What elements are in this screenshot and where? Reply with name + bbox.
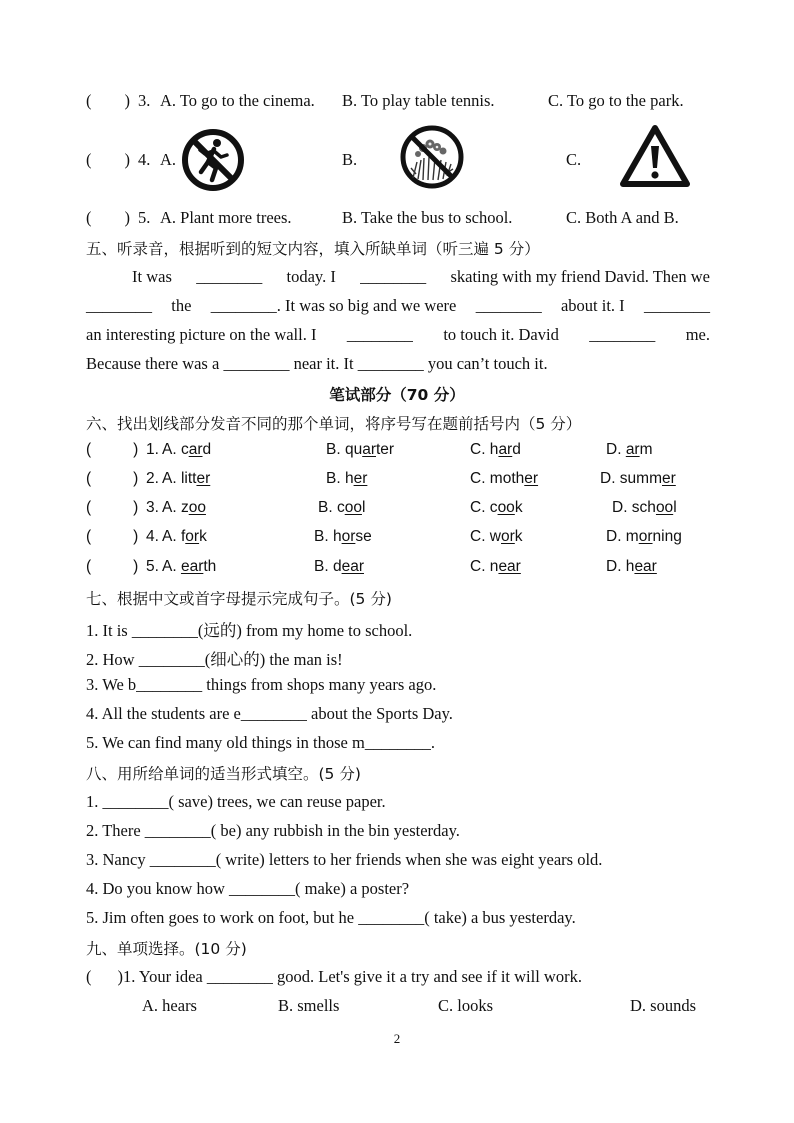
- pronunciation-option: A. fork: [162, 528, 207, 545]
- answer-paren-open: (: [86, 470, 92, 487]
- underlined-letters: or: [185, 528, 200, 545]
- underlined-letters: ar: [625, 441, 640, 458]
- page-number: 2: [393, 1031, 401, 1046]
- question-number: )1.: [117, 967, 136, 986]
- passage-blank: ________: [357, 354, 424, 373]
- option-b: B. Take the bus to school.: [342, 208, 513, 227]
- passage-text: you can’t touch it.: [427, 354, 548, 373]
- underlined-letters: oo: [344, 499, 362, 516]
- answer-paren-open: (: [86, 208, 92, 227]
- passage-blank: ________: [643, 296, 710, 315]
- underlined-letters: ear: [498, 558, 521, 575]
- option-c: C. Both A and B.: [566, 208, 679, 227]
- answer-paren-close: ): [124, 150, 130, 169]
- section8-item-1: 1. ________( save) trees, we can reuse paper.: [86, 792, 386, 811]
- mc-question-1: [86, 967, 582, 987]
- answer-paren-close: ): [124, 208, 130, 227]
- section5-title: 五、听录音，根据听到的短文内容，填入所缺单词（听三遍 5 分）: [86, 240, 540, 258]
- passage-blank: ________: [86, 296, 152, 315]
- pronunciation-row: [86, 470, 138, 488]
- answer-paren-close: ): [133, 470, 139, 487]
- option-a: A.: [160, 150, 177, 169]
- pronunciation-option: A. card: [162, 441, 212, 458]
- passage-text: to touch it. David: [443, 325, 559, 344]
- question-number: 4.: [146, 528, 159, 545]
- section8-item-3: 3. Nancy ________( write) letters to her friends when she was eight years old.: [86, 850, 603, 869]
- question-number: 3.: [146, 499, 159, 516]
- passage-text: skating with my friend David. Then we: [450, 267, 710, 286]
- underlined-letters: er: [662, 470, 676, 487]
- passage-blank: ________: [360, 267, 427, 286]
- answer-paren-close: ): [133, 558, 139, 575]
- answer-paren-open: (: [86, 967, 92, 986]
- passage-text: It was: [132, 267, 172, 286]
- pronunciation-option: D. arm: [606, 441, 653, 458]
- pronunciation-row: [86, 499, 138, 517]
- passage-text: the: [171, 296, 192, 315]
- answer-paren-open: (: [86, 441, 92, 458]
- underlined-letters: er: [196, 470, 211, 487]
- passage-text: about it. I: [560, 296, 625, 315]
- pronunciation-option: B. her: [326, 470, 368, 487]
- underlined-letters: ar: [188, 441, 203, 458]
- answer-paren-close: ): [124, 91, 130, 110]
- passage-text: today. I: [286, 267, 336, 286]
- answer-paren-open: (: [86, 150, 92, 169]
- underlined-letters: or: [501, 528, 515, 545]
- underlined-letters: or: [638, 528, 653, 545]
- listening-q3: [86, 91, 144, 111]
- underlined-letters: ar: [498, 441, 513, 458]
- passage-blank: ________: [346, 325, 413, 344]
- pronunciation-row: [86, 441, 138, 459]
- passage-blank: ________: [223, 354, 290, 373]
- pronunciation-option: D. hear: [606, 558, 657, 575]
- passage-line-4: [86, 354, 548, 374]
- question-number: 1.: [146, 441, 159, 458]
- pronunciation-option: D. morning: [606, 528, 682, 545]
- section8-item-2: 2. There ________( be) any rubbish in the bin yesterday.: [86, 821, 460, 840]
- warning-exclamation-sign-icon: [619, 124, 691, 188]
- pronunciation-option: C. hard: [470, 441, 521, 458]
- pronunciation-option: B. horse: [314, 528, 372, 545]
- written-part-header: 笔试部分（70 分）: [329, 386, 465, 404]
- section9-title: 九、单项选择。(10 分): [86, 940, 247, 958]
- pronunciation-option: D. school: [612, 499, 677, 516]
- section6-title: 六、找出划线部分发音不同的那个单词，将序号写在题前括号内（5 分）: [86, 415, 582, 433]
- option-b: B. To play table tennis.: [342, 91, 495, 110]
- passage-blank: ________: [196, 267, 263, 286]
- question-number: 5.: [138, 208, 151, 227]
- pronunciation-option: D. summer: [600, 470, 676, 487]
- passage-blank: ________: [589, 325, 656, 344]
- question-number: 4.: [138, 150, 151, 169]
- section7-item-3: 3. We b________ things from shops many years ago.: [86, 675, 437, 694]
- pronunciation-option: C. mother: [470, 470, 539, 487]
- underlined-letters: ear: [341, 558, 364, 575]
- section7-item-5: 5. We can find many old things in those m________.: [86, 733, 435, 752]
- section7-item-1: 1. It is ________(远的) from my home to school.: [86, 621, 413, 640]
- underlined-letters: oo: [655, 499, 674, 516]
- section7-item-2: 2. How ________(细心的) the man is!: [86, 650, 343, 669]
- option-c: C.: [566, 150, 582, 169]
- answer-paren-open: (: [86, 558, 92, 575]
- underlined-letters: er: [524, 470, 539, 487]
- answer-paren-open: (: [86, 528, 92, 545]
- pronunciation-row: [86, 528, 138, 546]
- mc-option-c: C. looks: [438, 996, 494, 1015]
- underlined-letters: or: [341, 528, 356, 545]
- passage-text: Because there was a: [86, 354, 220, 373]
- passage-line-3: [86, 325, 710, 345]
- passage-blank: ________: [210, 296, 277, 315]
- no-picking-flowers-sign-icon: [399, 124, 465, 190]
- pronunciation-option: C. near: [470, 558, 521, 575]
- passage-blank: ________: [475, 296, 542, 315]
- section7-title: 七、根据中文或首字母提示完成句子。(5 分): [86, 590, 392, 608]
- section8-title: 八、用所给单词的适当形式填空。(5 分): [86, 765, 361, 783]
- pronunciation-option: B. quarter: [326, 441, 395, 458]
- underlined-letters: ear: [634, 558, 657, 575]
- pronunciation-option: A. litter: [162, 470, 211, 487]
- passage-line-1: [132, 267, 710, 287]
- section8-item-4: 4. Do you know how ________( make) a poster?: [86, 879, 410, 898]
- listening-q5: [86, 208, 144, 228]
- listening-q4: [86, 150, 144, 170]
- pronunciation-option: A. zoo: [162, 499, 206, 516]
- answer-paren-open: (: [86, 91, 92, 110]
- passage-line-2: [86, 296, 710, 316]
- question-number: 2.: [146, 470, 159, 487]
- underlined-letters: oo: [497, 499, 515, 516]
- mc-option-a: A. hears: [142, 996, 197, 1015]
- option-a: A. Plant more trees.: [160, 208, 292, 227]
- question-number: 5.: [146, 558, 159, 575]
- answer-paren-open: (: [86, 499, 92, 516]
- pronunciation-row: [86, 558, 138, 576]
- mc-option-d: D. sounds: [630, 996, 697, 1015]
- option-c: C. To go to the park.: [548, 91, 684, 110]
- question-number: 3.: [138, 91, 151, 110]
- answer-paren-close: ): [133, 441, 139, 458]
- pronunciation-option: B. cool: [318, 499, 366, 516]
- passage-text: me.: [685, 325, 710, 344]
- underlined-letters: oo: [188, 499, 206, 516]
- underlined-letters: ear: [180, 558, 204, 575]
- pronunciation-option: A. earth: [162, 558, 217, 575]
- mc-option-b: B. smells: [278, 996, 340, 1015]
- option-b: B.: [342, 150, 358, 169]
- question-stem: Your idea ________ good. Let's give it a try and see if it will work.: [138, 967, 582, 986]
- passage-text: near it. It: [293, 354, 354, 373]
- no-running-sign-icon: [181, 128, 245, 192]
- answer-paren-close: ): [133, 499, 139, 516]
- pronunciation-option: C. cook: [470, 499, 523, 516]
- answer-paren-close: ): [133, 528, 139, 545]
- underlined-letters: ar: [362, 441, 376, 458]
- section7-item-4: 4. All the students are e________ about the Sports Day.: [86, 704, 453, 723]
- section8-item-5: 5. Jim often goes to work on foot, but he ________( take) a bus yesterday.: [86, 908, 576, 927]
- underlined-letters: er: [353, 470, 368, 487]
- passage-text: an interesting picture on the wall. I: [86, 325, 317, 344]
- pronunciation-option: B. dear: [314, 558, 364, 575]
- pronunciation-option: C. work: [470, 528, 523, 545]
- passage-text: . It was so big and we were: [276, 296, 457, 315]
- option-a: A. To go to the cinema.: [160, 91, 315, 110]
